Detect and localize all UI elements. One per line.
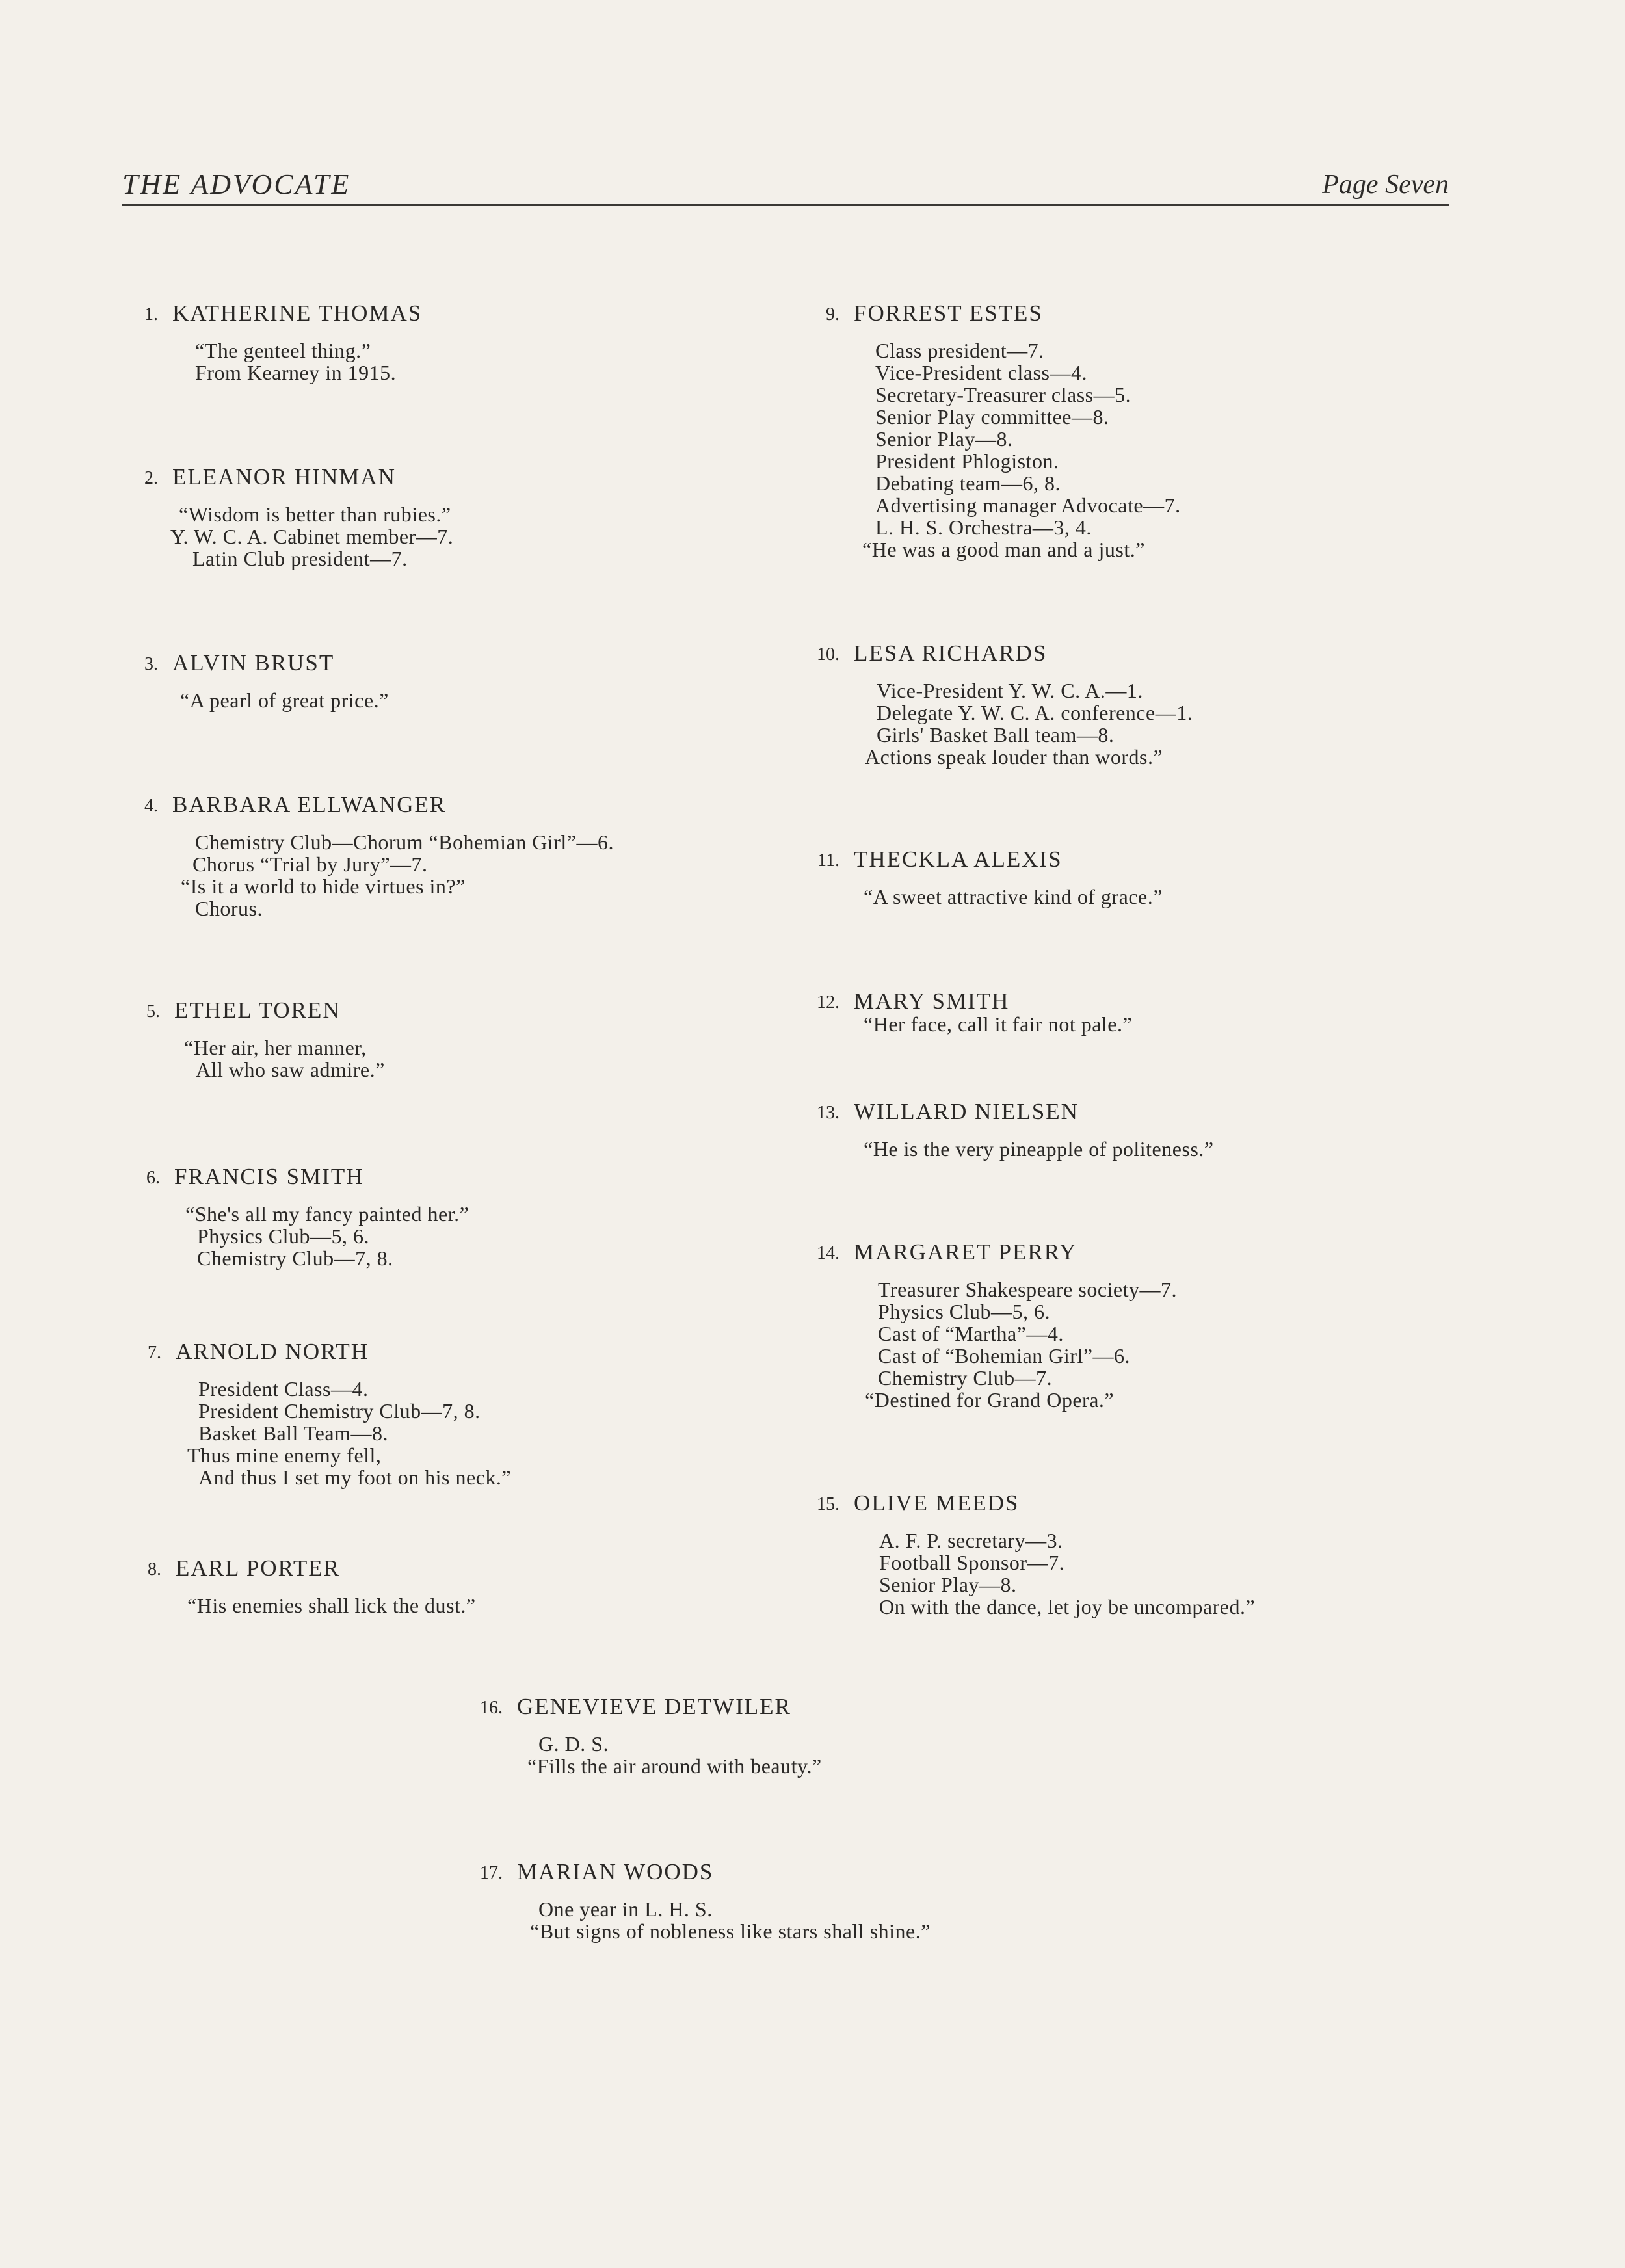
entry-name: LESA RICHARDS — [854, 640, 1048, 666]
entry-number: 2. — [144, 468, 158, 488]
entry-name: MARGARET PERRY — [854, 1239, 1077, 1265]
page-header — [122, 164, 1449, 206]
entry-number: 1. — [144, 304, 158, 324]
entry-number: 15. — [817, 1494, 839, 1514]
entry-detail-line: “She's all my fancy painted her.” — [185, 1202, 469, 1226]
entry-detail-line: L. H. S. Orchestra—3, 4. — [875, 516, 1092, 539]
entry-detail-line: Class president—7. — [875, 339, 1044, 362]
entry-detail-line: Chorus. — [195, 897, 263, 920]
entry-detail-line: Chemistry Club—7. — [878, 1366, 1053, 1390]
entry-detail-line: Vice-President class—4. — [875, 361, 1087, 384]
entry-name: WILLARD NIELSEN — [854, 1099, 1079, 1124]
entry-detail-line: “He was a good man and a just.” — [862, 538, 1145, 561]
entry-detail-line: Chorus “Trial by Jury”—7. — [192, 852, 428, 876]
entry-number: 9. — [826, 304, 839, 324]
entry-9 — [826, 299, 1181, 561]
entry-4 — [144, 791, 614, 920]
entry-detail-line: “Her air, her manner, — [184, 1036, 367, 1059]
entry-name: MARY SMITH — [854, 988, 1010, 1014]
entry-detail-line: Senior Play—8. — [879, 1573, 1017, 1596]
entry-detail-line: Vice-President Y. W. C. A.—1. — [877, 679, 1143, 702]
entry-detail-line: “Her face, call it fair not pale.” — [864, 1012, 1133, 1036]
entry-detail-line: “His enemies shall lick the dust.” — [187, 1594, 476, 1617]
entry-detail-line: “The genteel thing.” — [195, 339, 371, 362]
entry-detail-line: Physics Club—5, 6. — [197, 1224, 370, 1248]
entry-detail-line: “Fills the air around with beauty.” — [527, 1754, 822, 1778]
entry-number: 3. — [144, 654, 158, 674]
entry-detail-line: President Phlogiston. — [875, 449, 1059, 473]
entry-detail-line: “A sweet attractive kind of grace.” — [864, 885, 1163, 908]
entry-details — [854, 1529, 1255, 1618]
entry-detail-line: Physics Club—5, 6. — [878, 1300, 1051, 1323]
entry-detail-line: Cast of “Bohemian Girl”—6. — [878, 1344, 1131, 1367]
entry-details — [854, 1138, 1214, 1160]
entry-detail-line: Advertising manager Advocate—7. — [875, 494, 1181, 517]
entry-16 — [480, 1693, 822, 1778]
entry-detail-line: Senior Play committee—8. — [875, 405, 1109, 429]
entry-detail-line: “A pearl of great price.” — [180, 689, 389, 712]
publication-title: THE ADVOCATE — [122, 168, 351, 200]
entry-number: 11. — [817, 850, 839, 871]
entry-details — [854, 679, 1193, 768]
entry-detail-line: Treasurer Shakespeare society—7. — [878, 1278, 1178, 1301]
entry-details — [172, 831, 614, 919]
entry-details — [517, 1898, 931, 1942]
entry-name: ARNOLD NORTH — [176, 1339, 369, 1364]
entry-detail-line: And thus I set my foot on his neck.” — [198, 1466, 512, 1489]
entry-detail-line: A. F. P. secretary—3. — [879, 1529, 1063, 1552]
entry-name: GENEVIEVE DETWILER — [517, 1694, 791, 1719]
entry-details — [174, 1036, 385, 1081]
entry-details — [176, 1378, 511, 1488]
entry-detail-line: Delegate Y. W. C. A. conference—1. — [877, 701, 1193, 724]
entry-1 — [144, 299, 423, 384]
entry-number: 16. — [480, 1698, 503, 1718]
entry-detail-line: Basket Ball Team—8. — [198, 1421, 388, 1445]
entry-detail-line: “But signs of nobleness like stars shall shine.” — [530, 1919, 931, 1943]
entry-number: 6. — [146, 1168, 160, 1188]
entry-5 — [146, 996, 385, 1081]
entry-detail-line: Senior Play—8. — [875, 427, 1013, 451]
entry-number: 10. — [817, 644, 839, 665]
entry-detail-line: “Wisdom is better than rubies.” — [179, 503, 451, 526]
entry-number: 14. — [817, 1243, 839, 1263]
entry-details — [854, 339, 1181, 560]
entry-number: 7. — [148, 1343, 161, 1363]
entry-name: OLIVE MEEDS — [854, 1490, 1020, 1516]
entry-detail-line: Cast of “Martha”—4. — [878, 1322, 1064, 1345]
entry-detail-line: Chemistry Club—Chorum “Bohemian Girl”—6. — [195, 830, 614, 854]
entry-number: 8. — [148, 1559, 161, 1579]
entry-name: EARL PORTER — [176, 1555, 340, 1581]
entry-details — [172, 689, 389, 711]
entry-name: THECKLA ALEXIS — [854, 847, 1063, 872]
entry-6 — [146, 1163, 469, 1270]
page-number: Page Seven — [1322, 170, 1449, 200]
entry-detail-line: Y. W. C. A. Cabinet member—7. — [170, 525, 454, 548]
entry-detail-line: President Class—4. — [198, 1377, 369, 1401]
entry-name: FORREST ESTES — [854, 300, 1043, 326]
entry-detail-line: Chemistry Club—7, 8. — [197, 1246, 393, 1270]
entry-name: ALVIN BRUST — [172, 650, 335, 676]
entry-detail-line: Thus mine enemy fell, — [187, 1444, 382, 1467]
entry-11 — [817, 845, 1163, 908]
entry-details — [854, 886, 1163, 908]
entry-detail-line: “He is the very pineapple of politeness.” — [864, 1137, 1214, 1161]
entry-10 — [817, 639, 1193, 769]
entry-detail-line: Football Sponsor—7. — [879, 1551, 1065, 1574]
entry-7 — [148, 1338, 512, 1489]
entry-number: 13. — [817, 1103, 839, 1123]
entry-number: 5. — [146, 1001, 160, 1022]
entry-detail-line: President Chemistry Club—7, 8. — [198, 1399, 481, 1423]
entry-detail-line: Girls' Basket Ball team—8. — [877, 723, 1115, 746]
entry-details — [517, 1733, 822, 1777]
entry-detail-line: “Is it a world to hide virtues in?” — [181, 875, 466, 898]
entry-number: 12. — [817, 992, 839, 1012]
entry-name: ELEANOR HINMAN — [172, 464, 396, 490]
entry-detail-line: Debating team—6, 8. — [875, 471, 1061, 495]
entry-15 — [817, 1489, 1256, 1618]
entry-name: KATHERINE THOMAS — [172, 300, 423, 326]
entry-name: FRANCIS SMITH — [174, 1164, 364, 1189]
entry-detail-line: All who saw admire.” — [196, 1058, 385, 1081]
entry-details — [172, 339, 422, 384]
entry-name: BARBARA ELLWANGER — [172, 792, 447, 817]
entry-name: ETHEL TOREN — [174, 997, 341, 1023]
entry-3 — [144, 649, 389, 712]
entry-detail-line: From Kearney in 1915. — [195, 361, 397, 384]
entry-details — [176, 1594, 476, 1616]
entry-number: 17. — [480, 1863, 503, 1883]
entry-12 — [817, 987, 1133, 1036]
entry-number: 4. — [144, 796, 158, 816]
entry-detail-line: One year in L. H. S. — [538, 1897, 713, 1921]
entry-14 — [817, 1238, 1178, 1412]
entry-details — [854, 1278, 1177, 1411]
entry-detail-line: Actions speak louder than words.” — [865, 745, 1163, 769]
entry-17 — [480, 1858, 931, 1943]
entry-8 — [148, 1554, 476, 1617]
entry-detail-line: Secretary-Treasurer class—5. — [875, 383, 1131, 406]
entry-detail-line: G. D. S. — [538, 1732, 609, 1756]
entry-2 — [144, 463, 454, 570]
entry-name: MARIAN WOODS — [517, 1859, 714, 1884]
entry-details — [172, 503, 453, 570]
entry-detail-line: “Destined for Grand Opera.” — [865, 1388, 1115, 1412]
entry-detail-line: On with the dance, let joy be uncompared.” — [879, 1595, 1256, 1618]
entry-details — [174, 1203, 469, 1269]
entry-13 — [817, 1098, 1214, 1161]
entry-details — [854, 1013, 1132, 1035]
entry-detail-line: Latin Club president—7. — [192, 547, 408, 570]
